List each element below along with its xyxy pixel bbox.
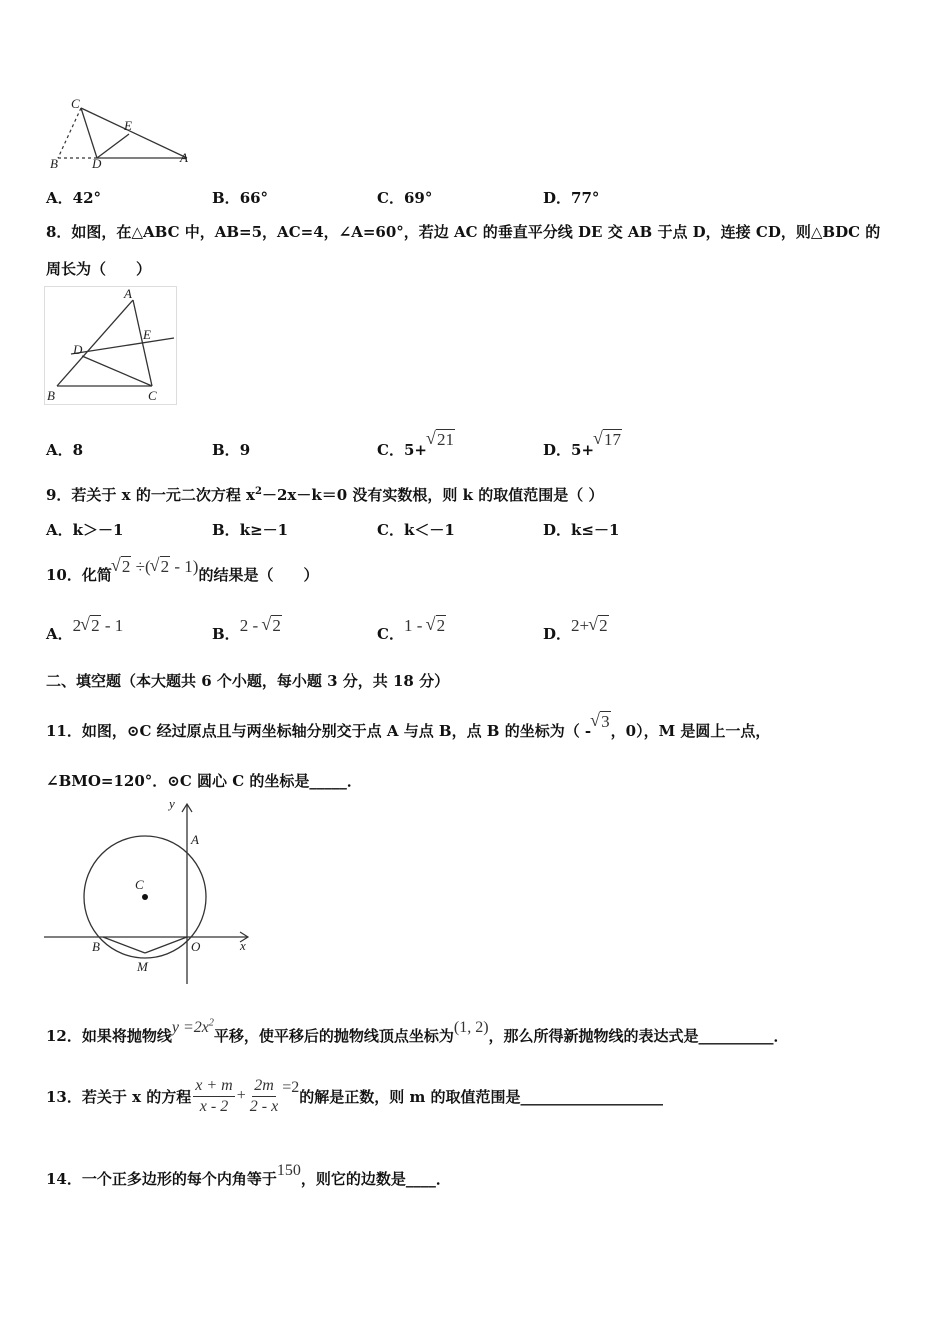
fig7-label-e: E: [124, 118, 132, 133]
q7-option-d: D．77°: [543, 189, 600, 207]
q8-option-c: C．5+√ 21: [377, 439, 455, 460]
q7-option-c: C．69°: [377, 189, 433, 207]
q7-option-a: A．42°: [46, 189, 102, 207]
q10-option-c: C．1 - √ 2: [377, 623, 446, 644]
fig11-label-x: x: [240, 938, 246, 953]
q11-text-line1: 11．如图，⊙C 经过原点且与两坐标轴分别交于点 A 与点 B，点 B 的坐标为（ -√ 3，0），M 是圆上一点，: [46, 720, 770, 741]
fig11-label-c: C: [135, 877, 144, 892]
figure-q11: [44, 796, 254, 986]
q8-option-a: A．8: [46, 441, 84, 459]
q10-option-d: D．2+√ 2: [543, 623, 609, 644]
q7-option-b: B．66°: [212, 189, 269, 207]
fig11-label-m: M: [137, 959, 148, 974]
fig7-label-c: C: [71, 96, 80, 111]
section-heading-fill-in: 二、填空题（本大题共 6 个小题，每小题 3 分，共 18 分）: [46, 672, 450, 690]
fig11-label-a: A: [191, 832, 199, 847]
q8-option-b: B．9: [212, 441, 251, 459]
figure-q8: [44, 286, 178, 406]
fig11-label-o: O: [191, 939, 201, 954]
fig11-label-y: y: [169, 796, 175, 811]
fig11-label-b: B: [92, 939, 100, 954]
fig8-label-b: B: [47, 388, 55, 403]
q9-option-b: B．k≥－1: [212, 521, 289, 539]
q14-text: 14．一个正多边形的每个内角等于150，则它的边数是____．: [46, 1162, 451, 1188]
q10-option-b: B．2 - √ 2: [212, 623, 282, 644]
q9-option-d: D．k≤－1: [543, 521, 620, 539]
q9-option-a: A．k＞－1: [46, 521, 124, 539]
fig8-label-d: D: [73, 342, 83, 357]
figure-q7: [44, 96, 196, 172]
q10-text: 10．化简√ 2 ÷(√ 2 - 1)的结果是（ ）: [46, 564, 318, 585]
fig7-label-b: B: [50, 156, 58, 171]
q8-text-line2: 周长为（ ）: [46, 260, 152, 278]
q8-text-line1: 8．如图，在△ABC 中，AB=5，AC=4，∠A=60°，若边 AC 的垂直平分线 DE 交 AB 于点 D，连接 CD，则△BDC 的: [46, 223, 881, 241]
q8-option-d: D．5+√ 17: [543, 439, 622, 460]
fig7-label-d: D: [92, 156, 102, 171]
fig7-label-a: A: [180, 150, 188, 165]
q13-text: 13．若关于 x 的方程 $\frac{x + m}{x - 2}$ + $\frac{2m}{2 - x}$ =2 的解是正数，则 m 的取值范围是___________________: [46, 1076, 664, 1115]
q9-option-c: C．k＜－1: [377, 521, 455, 539]
q9-text: 9．若关于 x 的一元二次方程 $x^2-2x-k=0$ 没有实数根，则 k 的取值范围是（ ）: [46, 486, 604, 504]
fig8-label-e: E: [143, 327, 151, 342]
fig8-label-a: A: [124, 286, 132, 301]
q8-option-d-radicand: 17: [604, 430, 622, 449]
q11-text-line2: ∠BMO=120°．⊙C 圆心 C 的坐标是_____．: [46, 772, 362, 790]
q12-text: 12．如果将抛物线$y =2x^2$平移，使平移后的抛物线顶点坐标为(1, 2)，那么所得新抛物线的表达式是__________．: [46, 1017, 789, 1045]
q8-option-c-radicand: 21: [436, 430, 454, 449]
q10-option-a: A．2√ 2 - 1: [46, 623, 123, 644]
fig8-label-c: C: [148, 388, 157, 403]
